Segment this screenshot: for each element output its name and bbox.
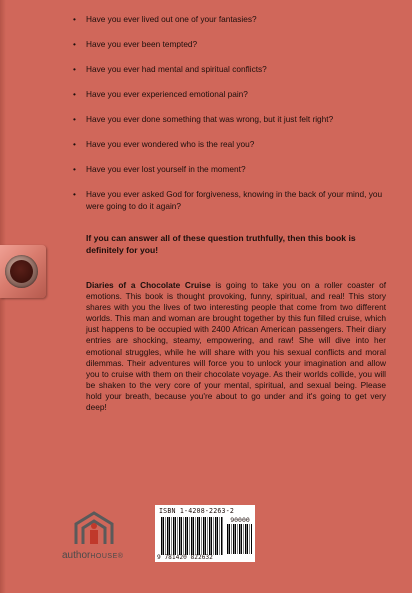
- barcode-bar: [193, 517, 194, 555]
- question-item: [73, 39, 386, 51]
- barcode-bar: [220, 517, 221, 555]
- question-text: Have you ever wondered who is the real you?: [86, 139, 255, 149]
- barcode-bar: [245, 524, 247, 554]
- barcode-bar: [238, 524, 239, 554]
- barcode-bar: [227, 524, 229, 554]
- barcode-bar: [247, 524, 248, 554]
- barcode-bar: [215, 517, 217, 555]
- barcode-bar: [232, 524, 233, 554]
- bullet-dot: •: [73, 139, 76, 149]
- publisher-name: [62, 550, 132, 561]
- barcode-bar: [172, 517, 173, 555]
- publisher-name-part2: HOUSE: [90, 553, 118, 560]
- barcode-bar: [167, 517, 169, 555]
- question-text: Have you ever been tempted?: [86, 39, 198, 49]
- book-description: [86, 280, 386, 413]
- barcode-bar: [251, 524, 252, 554]
- question-text: Have you ever lost yourself in the moment?: [86, 164, 246, 174]
- question-item: [73, 164, 386, 176]
- barcode-digits: 9 781420 822632: [157, 554, 213, 561]
- question-text: Have you ever lived out one of your fantasies?: [86, 14, 257, 24]
- bullet-dot: •: [73, 189, 76, 199]
- barcode-bar: [208, 517, 209, 555]
- authorhouse-logo-icon: [72, 508, 116, 548]
- barcode-bar: [209, 517, 211, 555]
- bullet-dot: •: [73, 64, 76, 74]
- isbn-text: ISBN 1-4208-2263-2: [159, 507, 235, 515]
- barcode-bar: [178, 517, 179, 555]
- barcode-bar: [250, 524, 251, 554]
- bullet-dot: •: [73, 14, 76, 24]
- book-title: Diaries of a Chocolate Cruise: [86, 280, 211, 290]
- question-text: Have you ever experienced emotional pain?: [86, 89, 248, 99]
- barcode-main-bars: [161, 517, 223, 555]
- barcode-bar: [244, 524, 245, 554]
- question-text: Have you ever had mental and spiritual conflicts?: [86, 64, 267, 74]
- barcode-bar: [202, 517, 203, 555]
- bullet-dot: •: [73, 164, 76, 174]
- barcode-bar: [196, 517, 197, 555]
- publisher-name-part1: author: [62, 550, 91, 561]
- barcode-bar: [221, 517, 223, 555]
- knob-outer: [5, 255, 38, 288]
- barcode-bar: [161, 517, 163, 555]
- barcode-bar: [173, 517, 175, 555]
- barcode-bar: [190, 517, 191, 555]
- barcode-bar: [191, 517, 193, 555]
- barcode-bar: [187, 517, 188, 555]
- barcode-bar: [205, 517, 206, 555]
- barcode-bar: [185, 517, 187, 555]
- barcode-bar: [241, 524, 242, 554]
- question-item: [73, 114, 386, 126]
- barcode-bar: [235, 524, 236, 554]
- question-item: [73, 189, 386, 212]
- barcode-icon: [155, 505, 255, 562]
- barcode-bar: [211, 517, 212, 555]
- bullet-dot: •: [73, 39, 76, 49]
- barcode-bar: [203, 517, 205, 555]
- barcode-bar: [181, 517, 182, 555]
- bullet-dot: •: [73, 89, 76, 99]
- barcode-bar: [239, 524, 241, 554]
- barcode-bar: [175, 517, 176, 555]
- price-addon-text: 90000: [230, 516, 250, 524]
- barcode-bar: [179, 517, 181, 555]
- barcode-bar: [197, 517, 199, 555]
- barcode-bar: [214, 517, 215, 555]
- description-text: is going to take you on a roller coaster of emotions. This book is thought provoking, funny, spiritual, and real! This story shares with you the lives of two interesting people that come from two different worlds. This man and woman are brought together by this fun filled cruise, which just happens to be occupied with 2400 African American passengers. Their diary entries are shocking, steamy, empowering, and raw! She will dive into her emotional struggles, while he will share with you his sexual conflicts and moral dilemmas. Their adventures will force you to unlock your imagination and allow you to cruise with them on their chocolate voyage. As their worlds collide, you will be shaken to the very core of your mental, spiritual, and sexual being. Please hold your breath, because you're about to go under and it's going to get very deep!: [86, 280, 386, 413]
- barcode-bar: [163, 517, 164, 555]
- barcode-bar: [169, 517, 170, 555]
- barcode-addon-bars: [227, 524, 252, 554]
- question-item: [73, 139, 386, 151]
- barcode-bar: [229, 524, 230, 554]
- trademark-symbol: ®: [117, 553, 124, 560]
- door-knob-icon: [0, 245, 46, 298]
- barcode-bar: [199, 517, 200, 555]
- question-item: [73, 64, 386, 76]
- question-text: Have you ever done something that was wrong, but it just felt right?: [86, 114, 334, 124]
- barcode-bar: [217, 517, 218, 555]
- barcode-bar: [166, 517, 167, 555]
- question-item: [73, 89, 386, 101]
- question-text: Have you ever asked God for forgiveness, knowing in the back of your mind, you were going to do it again?: [86, 189, 383, 211]
- bullet-dot: •: [73, 114, 76, 124]
- barcode-bar: [233, 524, 235, 554]
- lead-statement: If you can answer all of these question truthfully, then this book is definitely for you!: [86, 233, 356, 255]
- publisher-logo: [62, 508, 126, 566]
- knob-inner: [10, 260, 33, 283]
- question-item: [73, 14, 386, 26]
- barcode-bar: [184, 517, 185, 555]
